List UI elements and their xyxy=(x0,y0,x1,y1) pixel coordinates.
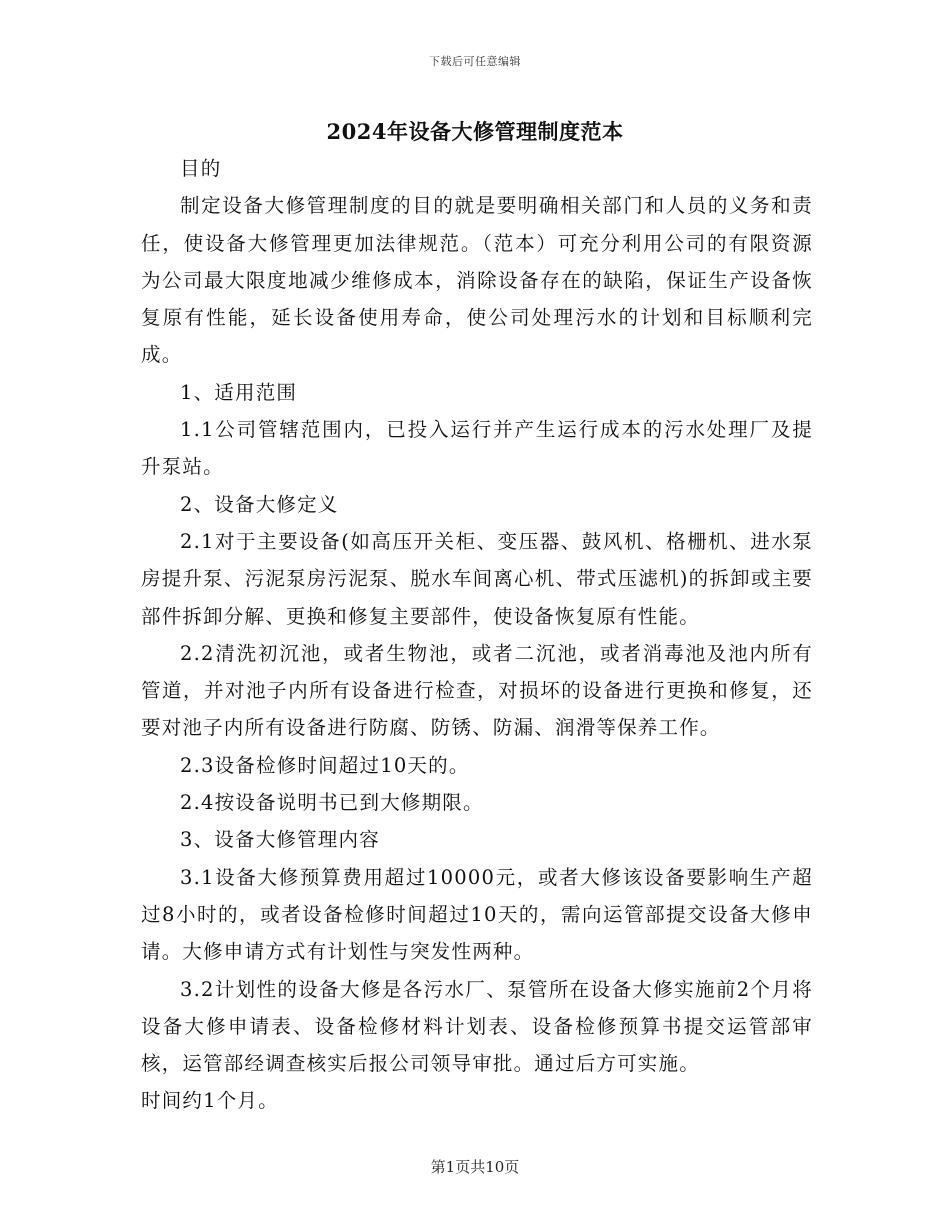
clause-3-1: 3.1设备大修预算费用超过10000元，或者大修该设备要影响生产超过8小时的，或者设备检修时间超过10天的，需向运管部提交设备大修申请。大修申请方式有计划性与突发性两种。 xyxy=(141,865,813,964)
clause-2-3: 2.3设备检修时间超过10天的。 xyxy=(180,753,470,777)
heading-purpose: 目的 xyxy=(180,157,222,180)
heading-definition: 2、设备大修定义 xyxy=(180,492,339,516)
clause-1-1: 1.1公司管辖范围内，已投入运行并产生运行成本的污水处理厂及提升泵站。 xyxy=(141,418,813,479)
page-footer: 第1页共10页 xyxy=(430,1158,520,1176)
clause-3-2: 3.2计划性的设备大修是各污水厂、泵管所在设备大修实施前2个月将设备大修申请表、设备检修材料计划表、设备检修预算书提交运管部审核，运管部经调查核实后报公司领导审批。通过后方可实施。 xyxy=(141,977,813,1076)
clause-2-1: 2.1对于主要设备(如高压开关柜、变压器、鼓风机、格栅机、进水泵房提升泵、污泥泵房污泥泵、脱水车间离心机、带式压滤机)的拆卸或主要部件拆卸分解、更换和修复主要部件，使设备恢复原有性能。 xyxy=(141,529,813,628)
clause-2-2: 2.2清洗初沉池，或者生物池，或者二沉池，或者消毒池及池内所有管道，并对池子内所有设备进行检查，对损坏的设备进行更换和修复，还要对池子内所有设备进行防腐、防锈、防漏、润滑等保养工作。 xyxy=(141,641,813,740)
clause-2-4: 2.4按设备说明书已到大修期限。 xyxy=(180,791,484,815)
heading-content: 3、设备大修管理内容 xyxy=(180,828,380,852)
document-title: 2024年设备大修管理制度范本 xyxy=(326,119,624,144)
document-body xyxy=(141,150,813,1120)
paragraph-purpose: 制定设备大修管理制度的目的就是要明确相关部门和人员的义务和责任，使设备大修管理更加法律规范。（范本）可充分利用公司的有限资源为公司最大限度地减少维修成本，消除设备存在的缺陷，保证生产设备恢复原有性能，延长设备使用寿命，使公司处理污水的计划和目标顺利完成。 xyxy=(141,194,813,367)
clause-3-2-time: 时间约1个月。 xyxy=(141,1089,279,1113)
header-note: 下载后可任意编辑 xyxy=(429,55,521,68)
heading-scope: 1、适用范围 xyxy=(180,380,298,404)
